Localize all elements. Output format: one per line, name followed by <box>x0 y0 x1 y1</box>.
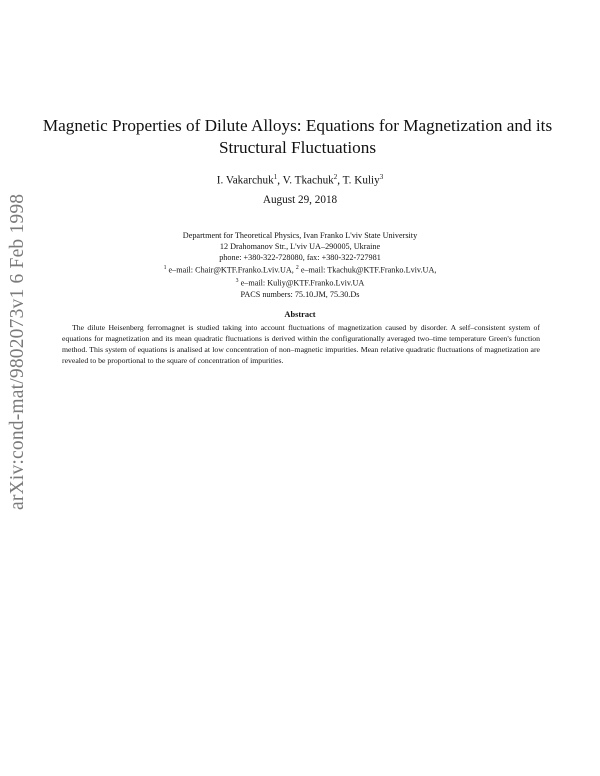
author-name: V. Tkachuk <box>282 174 334 187</box>
paper-date: August 29, 2018 <box>262 194 338 206</box>
email-address: e–mail: Kuliy@KTF.Franko.Lviv.UA <box>240 278 365 288</box>
affiliation-block <box>60 230 540 289</box>
author-name: I. Vakarchuk <box>216 174 274 187</box>
paper-title: Magnetic Properties of Dilute Alloys: Equations for Magnetization and its Structural Fluctuations <box>42 116 553 157</box>
pacs-numbers: PACS numbers: 75.10.JM, 75.30.Ds <box>240 290 360 299</box>
affiliation-phone-fax: phone: +380-322-728080, fax: +380-322-727981 <box>219 253 381 263</box>
email-footnote-mark: 2 <box>295 265 299 272</box>
author-footnote-mark: 2 <box>333 173 338 181</box>
abstract-heading: Abstract <box>284 310 316 319</box>
affiliation-address: 12 Drahomanov Str., L'viv UA–290005, Ukraine <box>219 242 381 252</box>
arxiv-stamp: arXiv:cond-mat/9802073v1 6 Feb 1998 <box>7 193 28 510</box>
email-footnote-mark: 3 <box>235 278 239 285</box>
author-footnote-mark: 1 <box>273 173 278 181</box>
email-footnote-mark: 1 <box>163 265 167 272</box>
abstract-body: The dilute Heisenberg ferromagnet is studied taking into account fluctuations of magnetization caused by disorder. A self–consistent system of equations for magnetization and its mean quadratic fluctuations is derived within the configurationally averaged two–time temperature Green's function method. This system of equations is analised at low concentration of non–magnetic impurities. Mean relative quadratic fluctuations of magnetization are revealed to be proportional to the square of concentration of impurities. <box>62 323 540 366</box>
author-footnote-mark: 3 <box>379 173 384 181</box>
email-address: e–mail: Tkachuk@KTF.Franko.Lviv.UA, <box>300 266 437 276</box>
affiliation-department: Department for Theoretical Physics, Ivan Franko L'viv State University <box>182 231 418 240</box>
email-address: e–mail: Chair@KTF.Franko.Lviv.UA, <box>168 266 294 276</box>
affiliation-emails-line <box>60 276 540 289</box>
author-list: I. Vakarchuk$^1$, V. Tkachuk$^2$, T. Kuliy$^3$ <box>216 173 384 187</box>
author-name: T. Kuliy <box>342 174 380 187</box>
affiliation-emails-line <box>60 263 540 276</box>
